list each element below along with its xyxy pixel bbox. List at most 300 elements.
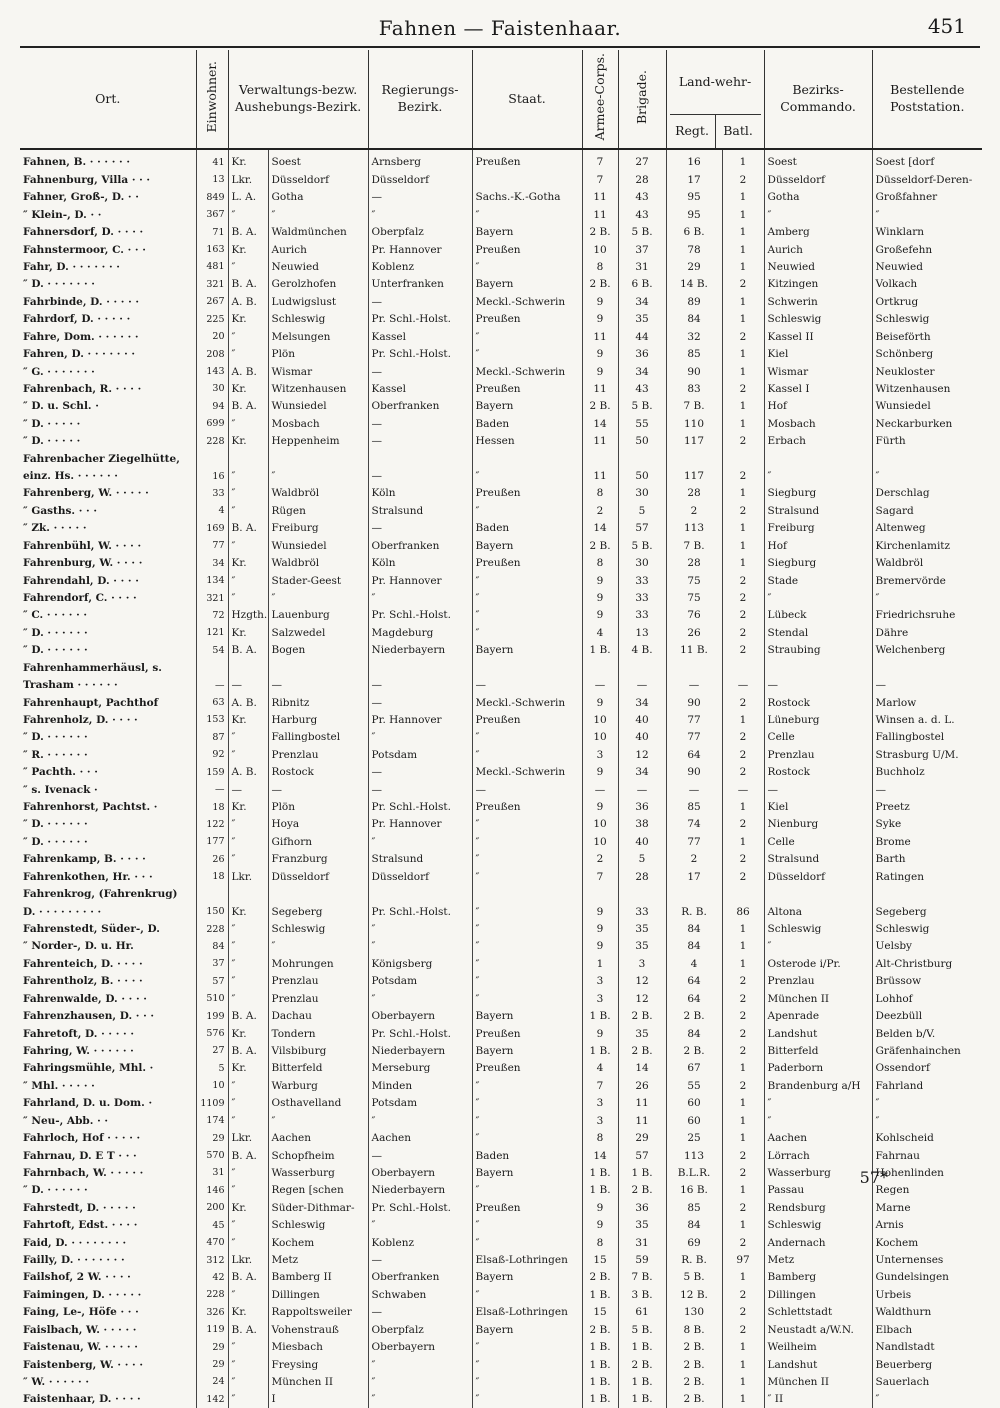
cell-post: Sagard xyxy=(875,504,914,517)
table-row xyxy=(20,921,982,938)
cell-verwaltung: Prenzlau xyxy=(268,973,368,990)
table-row xyxy=(20,380,982,397)
cell-einwohner: 42 xyxy=(196,1269,228,1286)
cell-batl: 2 xyxy=(722,1304,764,1321)
cell-staat: ″ xyxy=(472,468,582,485)
cell-batl: 1 xyxy=(722,520,764,537)
cell-post: Brome xyxy=(875,835,911,848)
cell-corps: 9 xyxy=(582,363,618,380)
cell-einwohner: 84 xyxy=(196,938,228,955)
cell-ort: ″ Mhl. · · · · · xyxy=(20,1077,196,1094)
table-row xyxy=(20,1077,982,1094)
cell-corps: 7 xyxy=(582,868,618,885)
cell-verwaltung: Aurich xyxy=(268,241,368,258)
cell-einwohner: — xyxy=(196,781,228,798)
cell-einwohner: 34 xyxy=(196,555,228,572)
cell-brigade: 57 xyxy=(618,1147,666,1164)
cell-brigade: 40 xyxy=(618,712,666,729)
cell-post: Beiseförth xyxy=(875,330,931,343)
cell-regierung: Oberbayern xyxy=(368,1339,472,1356)
cell-brigade: 30 xyxy=(618,555,666,572)
cell-batl: 1 xyxy=(722,799,764,816)
cell-ort: Fahrenwalde, D. · · · · xyxy=(20,990,196,1007)
cell-verwaltung: Heppenheim xyxy=(268,433,368,450)
cell-einwohner: 159 xyxy=(196,764,228,781)
cell-bezirks: Lörrach xyxy=(764,1147,872,1164)
cell-verwaltung: Regen [schen xyxy=(268,1182,368,1199)
cell-abbrev: ″ xyxy=(228,572,268,589)
cell-staat xyxy=(472,171,582,188)
table-row xyxy=(20,677,982,694)
cell-batl: 2 xyxy=(722,1025,764,1042)
cell-corps: 1 B. xyxy=(582,1339,618,1356)
cell-bezirks: Prenzlau xyxy=(764,746,872,763)
cell-corps: 2 B. xyxy=(582,276,618,293)
cell-einwohner: 228 xyxy=(196,433,228,450)
cell-abbrev: ″ xyxy=(228,973,268,990)
cell-regt: 2 B. xyxy=(666,1339,722,1356)
cell-bezirks: Siegburg xyxy=(764,555,872,572)
cell-brigade: 34 xyxy=(618,293,666,310)
table-row xyxy=(20,886,982,903)
cell-brigade: 5 B. xyxy=(618,537,666,554)
cell-ort: Fahr, D. · · · · · · · xyxy=(20,259,196,276)
cell-bezirks: Gotha xyxy=(764,189,872,206)
cell-post: ″ xyxy=(875,208,880,221)
cell-regt: 17 xyxy=(666,868,722,885)
cell-batl: 1 xyxy=(722,1391,764,1408)
cell-regierung: Pr. Schl.-Holst. xyxy=(368,1199,472,1216)
cell-batl: 1 xyxy=(722,1095,764,1112)
cell-corps: 9 xyxy=(582,694,618,711)
col-header-regierung: Regierungs-Bezirk. xyxy=(368,50,472,149)
cell-batl: 1 xyxy=(722,712,764,729)
cell-regt: 84 xyxy=(666,311,722,328)
cell-regierung: ″ xyxy=(368,1356,472,1373)
cell-post: Volkach xyxy=(875,278,918,291)
cell-regt: R. B. xyxy=(666,903,722,920)
cell-bezirks: Paderborn xyxy=(764,1060,872,1077)
cell-staat: ″ xyxy=(472,921,582,938)
cell-abbrev: Kr. xyxy=(228,149,268,171)
cell-bezirks: Mosbach xyxy=(764,415,872,432)
cell-brigade: 35 xyxy=(618,921,666,938)
cell-verwaltung: Schopfheim xyxy=(268,1147,368,1164)
cell-post: Elbach xyxy=(875,1323,913,1336)
cell-ort: Fahrenzhausen, D. · · · xyxy=(20,1008,196,1025)
cell-post: Marlow xyxy=(875,696,917,709)
cell-regt: 117 xyxy=(666,433,722,450)
cell-corps: 2 B. xyxy=(582,224,618,241)
cell-bezirks: Rostock xyxy=(764,764,872,781)
cell-abbrev: ″ xyxy=(228,415,268,432)
cell-bezirks: Kassel II xyxy=(764,328,872,345)
col-header-einwohner-label: Einwohner. xyxy=(203,60,219,133)
cell-batl: 2 xyxy=(722,642,764,659)
cell-post: Segeberg xyxy=(875,905,927,918)
table-row xyxy=(20,607,982,624)
cell-regt: 29 xyxy=(666,259,722,276)
cell-corps: 2 B. xyxy=(582,1269,618,1286)
cell-brigade: 43 xyxy=(618,380,666,397)
cell-corps: 8 xyxy=(582,259,618,276)
cell-regierung: Minden xyxy=(368,1077,472,1094)
cell-einwohner: 45 xyxy=(196,1217,228,1234)
cell-staat: Preußen xyxy=(472,485,582,502)
cell-einwohner: 174 xyxy=(196,1112,228,1129)
cell-regierung: — xyxy=(368,764,472,781)
cell-einwohner: 481 xyxy=(196,259,228,276)
cell-einwohner: 510 xyxy=(196,990,228,1007)
cell-bezirks: ″ xyxy=(764,1095,872,1112)
table-row xyxy=(20,189,982,206)
cell-ort: Fahrenbühl, W. · · · · xyxy=(20,537,196,554)
cell-staat: Bayern xyxy=(472,1008,582,1025)
cell-verwaltung: Wunsiedel xyxy=(268,537,368,554)
cell-bezirks: Passau xyxy=(764,1182,872,1199)
cell-verwaltung: Plön xyxy=(268,346,368,363)
cell-einwohner: 228 xyxy=(196,1286,228,1303)
cell-bezirks: Wismar xyxy=(764,363,872,380)
cell-regt: 90 xyxy=(666,694,722,711)
cell-corps xyxy=(582,886,618,903)
cell-regt: 2 B. xyxy=(666,1008,722,1025)
cell-batl: 1 xyxy=(722,415,764,432)
cell-ort: ″ D. · · · · · · · xyxy=(20,276,196,293)
cell-regierung: Niederbayern xyxy=(368,1182,472,1199)
cell-corps: 9 xyxy=(582,1199,618,1216)
cell-staat: Preußen xyxy=(472,555,582,572)
cell-einwohner: 41 xyxy=(196,149,228,171)
cell-brigade: 27 xyxy=(618,149,666,171)
cell-batl: 1 xyxy=(722,537,764,554)
cell-batl xyxy=(722,886,764,903)
cell-regierung: Düsseldorf xyxy=(368,868,472,885)
cell-batl: 2 xyxy=(722,433,764,450)
cell-brigade: 4 B. xyxy=(618,642,666,659)
cell-einwohner: 33 xyxy=(196,485,228,502)
table-row xyxy=(20,311,982,328)
cell-corps: 9 xyxy=(582,764,618,781)
cell-regt: 2 B. xyxy=(666,1374,722,1391)
cell-regierung: Koblenz xyxy=(368,1234,472,1251)
cell-verwaltung: Franzburg xyxy=(268,851,368,868)
cell-post: Großfahner xyxy=(875,191,938,204)
cell-staat: Bayern xyxy=(472,1269,582,1286)
cell-verwaltung: Ludwigslust xyxy=(268,293,368,310)
cell-abbrev: Kr. xyxy=(228,311,268,328)
cell-staat: ″ xyxy=(472,607,582,624)
cell-einwohner: 31 xyxy=(196,1164,228,1181)
cell-post: Uelsby xyxy=(875,940,912,953)
cell-regierung: Oberfranken xyxy=(368,398,472,415)
cell-verwaltung: Schleswig xyxy=(268,921,368,938)
cell-einwohner: 169 xyxy=(196,520,228,537)
cell-staat: ″ xyxy=(472,1182,582,1199)
cell-ort: Fahnstermoor, C. · · · xyxy=(20,241,196,258)
cell-corps: 9 xyxy=(582,799,618,816)
cell-regt: B.L.R. xyxy=(666,1164,722,1181)
cell-post: Alt-Christburg xyxy=(875,957,953,970)
cell-regt: 16 xyxy=(666,149,722,171)
cell-verwaltung: Vilsbiburg xyxy=(268,1043,368,1060)
cell-ort: Fahrenkrog, (Fahrenkrug) xyxy=(20,886,196,903)
cell-bezirks: ″ xyxy=(764,938,872,955)
cell-brigade xyxy=(618,450,666,467)
cell-bezirks: Landshut xyxy=(764,1025,872,1042)
cell-corps: 1 B. xyxy=(582,1356,618,1373)
cell-post: Syke xyxy=(875,818,902,831)
cell-brigade: 2 B. xyxy=(618,1182,666,1199)
cell-bezirks: Nienburg xyxy=(764,816,872,833)
cell-staat: ″ xyxy=(472,590,582,607)
cell-brigade: 13 xyxy=(618,624,666,641)
cell-ort: Fahrendahl, D. · · · · xyxy=(20,572,196,589)
cell-brigade: 35 xyxy=(618,1025,666,1042)
table-row xyxy=(20,1025,982,1042)
table-row xyxy=(20,276,982,293)
cell-ort: Faing, Le-, Höfe · · · xyxy=(20,1304,196,1321)
cell-einwohner: 29 xyxy=(196,1356,228,1373)
cell-staat: Bayern xyxy=(472,642,582,659)
cell-staat: Bayern xyxy=(472,276,582,293)
cell-ort: Fahrdorf, D. · · · · · xyxy=(20,311,196,328)
cell-einwohner: 27 xyxy=(196,1043,228,1060)
cell-einwohner: 134 xyxy=(196,572,228,589)
cell-einwohner: 122 xyxy=(196,816,228,833)
cell-corps: 9 xyxy=(582,311,618,328)
cell-ort: Fahnenburg, Villa · · · xyxy=(20,171,196,188)
cell-bezirks: Kiel xyxy=(764,346,872,363)
cell-abbrev: ″ xyxy=(228,921,268,938)
cell-corps: 10 xyxy=(582,241,618,258)
cell-regierung: Oberpfalz xyxy=(368,1321,472,1338)
cell-einwohner: 321 xyxy=(196,276,228,293)
cell-ort: Fahrentholz, B. · · · · xyxy=(20,973,196,990)
cell-batl: 1 xyxy=(722,1339,764,1356)
cell-corps: 11 xyxy=(582,468,618,485)
cell-bezirks: Soest xyxy=(764,149,872,171)
cell-einwohner: 208 xyxy=(196,346,228,363)
cell-brigade: 61 xyxy=(618,1304,666,1321)
cell-brigade: 3 xyxy=(618,955,666,972)
cell-brigade: 34 xyxy=(618,363,666,380)
cell-regierung: Stralsund xyxy=(368,851,472,868)
table-row xyxy=(20,1217,982,1234)
cell-staat: ″ xyxy=(472,624,582,641)
gazetteer-rows xyxy=(20,149,982,1408)
cell-regierung: Oberbayern xyxy=(368,1164,472,1181)
col-header-corps-label: Armee-Corps. xyxy=(591,52,607,141)
cell-post: Neuwied xyxy=(875,260,923,273)
cell-batl: 1 xyxy=(722,293,764,310)
cell-abbrev: B. A. xyxy=(228,520,268,537)
cell-staat: ″ xyxy=(472,729,582,746)
cell-staat: Preußen xyxy=(472,1060,582,1077)
cell-ort: Fahrnbach, W. · · · · · xyxy=(20,1164,196,1181)
cell-batl: — xyxy=(722,677,764,694)
cell-post: Preetz xyxy=(875,801,910,814)
cell-bezirks: ″ xyxy=(764,590,872,607)
cell-verwaltung: — xyxy=(268,677,368,694)
cell-einwohner: 5 xyxy=(196,1060,228,1077)
cell-einwohner: 199 xyxy=(196,1008,228,1025)
cell-ort: Fahren, D. · · · · · · · xyxy=(20,346,196,363)
cell-bezirks: Freiburg xyxy=(764,520,872,537)
cell-corps: 1 B. xyxy=(582,1374,618,1391)
table-row xyxy=(20,1164,982,1181)
col-header-ort: Ort. xyxy=(20,50,196,149)
cell-regierung: Kassel xyxy=(368,328,472,345)
cell-abbrev: B. A. xyxy=(228,224,268,241)
col-header-regt: Regt. xyxy=(670,115,716,148)
cell-bezirks xyxy=(764,450,872,467)
cell-staat xyxy=(472,450,582,467)
cell-abbrev: A. B. xyxy=(228,764,268,781)
cell-abbrev: ″ xyxy=(228,1217,268,1234)
cell-bezirks: Dillingen xyxy=(764,1286,872,1303)
cell-regierung: Stralsund xyxy=(368,502,472,519)
cell-regt: 64 xyxy=(666,746,722,763)
cell-ort: ″ D. · · · · · · xyxy=(20,729,196,746)
cell-post: ″ xyxy=(875,1393,880,1406)
cell-batl: 1 xyxy=(722,485,764,502)
cell-einwohner: 37 xyxy=(196,955,228,972)
cell-batl: 1 xyxy=(722,1356,764,1373)
cell-staat: ″ xyxy=(472,955,582,972)
cell-verwaltung: Dillingen xyxy=(268,1286,368,1303)
cell-brigade: 6 B. xyxy=(618,276,666,293)
cell-brigade: 14 xyxy=(618,1060,666,1077)
cell-abbrev: ″ xyxy=(228,1356,268,1373)
cell-verwaltung xyxy=(268,450,368,467)
table-row xyxy=(20,1199,982,1216)
cell-abbrev: Lkr. xyxy=(228,868,268,885)
cell-einwohner: 150 xyxy=(196,903,228,920)
cell-brigade: 35 xyxy=(618,1217,666,1234)
cell-abbrev xyxy=(228,450,268,467)
cell-ort: ″ Zk. · · · · · xyxy=(20,520,196,537)
cell-post: ″ xyxy=(875,1114,880,1127)
cell-post: ″ xyxy=(875,592,880,604)
cell-abbrev: ″ xyxy=(228,206,268,223)
cell-regierung: — xyxy=(368,468,472,485)
cell-verwaltung: Wunsiedel xyxy=(268,398,368,415)
cell-regt: 12 B. xyxy=(666,1286,722,1303)
cell-staat: ″ xyxy=(472,833,582,850)
table-row xyxy=(20,851,982,868)
cell-einwohner: 153 xyxy=(196,712,228,729)
cell-verwaltung: Süder-Dithmar- xyxy=(268,1199,368,1216)
cell-post: Ratingen xyxy=(875,870,924,883)
col-header-landwehr xyxy=(666,50,764,149)
cell-abbrev: B. A. xyxy=(228,276,268,293)
cell-verwaltung: Bitterfeld xyxy=(268,1060,368,1077)
cell-regt: 76 xyxy=(666,607,722,624)
cell-verwaltung: Soest xyxy=(268,149,368,171)
cell-ort: Failshof, 2 W. · · · · xyxy=(20,1269,196,1286)
cell-ort: ″ D. u. Schl. · xyxy=(20,398,196,415)
cell-bezirks: Bitterfeld xyxy=(764,1043,872,1060)
cell-brigade xyxy=(618,886,666,903)
cell-verwaltung: Melsungen xyxy=(268,328,368,345)
cell-ort: Fahrenholz, D. · · · · xyxy=(20,712,196,729)
cell-post: Buchholz xyxy=(875,766,925,779)
cell-post: ″ xyxy=(875,1097,880,1110)
table-row xyxy=(20,502,982,519)
table-row xyxy=(20,149,982,171)
table-row xyxy=(20,1147,982,1164)
page-header xyxy=(0,0,1000,48)
cell-einwohner: 26 xyxy=(196,851,228,868)
cell-staat: Preußen xyxy=(472,1199,582,1216)
cell-einwohner: 77 xyxy=(196,537,228,554)
cell-bezirks: München II xyxy=(764,1374,872,1391)
cell-post: Ortkrug xyxy=(875,295,919,308)
cell-regierung: Königsberg xyxy=(368,955,472,972)
cell-abbrev: A. B. xyxy=(228,363,268,380)
cell-bezirks: Kitzingen xyxy=(764,276,872,293)
table-row xyxy=(20,1130,982,1147)
cell-abbrev: ″ xyxy=(228,1164,268,1181)
cell-abbrev: Kr. xyxy=(228,799,268,816)
cell-batl: 1 xyxy=(722,1182,764,1199)
cell-staat: ″ xyxy=(472,1356,582,1373)
table-header-row xyxy=(20,50,982,149)
cell-verwaltung: Rostock xyxy=(268,764,368,781)
cell-corps: 2 xyxy=(582,851,618,868)
cell-abbrev: ″ xyxy=(228,468,268,485)
cell-einwohner: 72 xyxy=(196,607,228,624)
cell-regierung: ″ xyxy=(368,590,472,607)
table-row xyxy=(20,537,982,554)
cell-abbrev: Kr. xyxy=(228,433,268,450)
table-row xyxy=(20,712,982,729)
table-row xyxy=(20,694,982,711)
cell-abbrev: B. A. xyxy=(228,642,268,659)
cell-einwohner: 16 xyxy=(196,468,228,485)
cell-abbrev: B. A. xyxy=(228,1043,268,1060)
cell-regt: — xyxy=(666,677,722,694)
cell-post: Gundelsingen xyxy=(875,1271,949,1284)
cell-brigade: 34 xyxy=(618,764,666,781)
cell-staat: Bayern xyxy=(472,1043,582,1060)
cell-batl: 2 xyxy=(722,729,764,746)
cell-ort: Faistenberg, W. · · · · xyxy=(20,1356,196,1373)
cell-einwohner: 29 xyxy=(196,1339,228,1356)
cell-abbrev: ″ xyxy=(228,502,268,519)
cell-staat: ″ xyxy=(472,746,582,763)
cell-staat: ″ xyxy=(472,328,582,345)
cell-batl: 86 xyxy=(722,903,764,920)
cell-verwaltung: Witzenhausen xyxy=(268,380,368,397)
cell-corps: — xyxy=(582,781,618,798)
cell-regt: 7 B. xyxy=(666,537,722,554)
cell-regt: 2 B. xyxy=(666,1356,722,1373)
cell-regierung: Pr. Schl.-Holst. xyxy=(368,346,472,363)
cell-brigade: 31 xyxy=(618,259,666,276)
cell-staat: Bayern xyxy=(472,224,582,241)
cell-staat: ″ xyxy=(472,1374,582,1391)
cell-batl: 2 xyxy=(722,1077,764,1094)
cell-corps: 10 xyxy=(582,833,618,850)
cell-regierung: Oberfranken xyxy=(368,1269,472,1286)
cell-batl: 2 xyxy=(722,171,764,188)
cell-einwohner: 29 xyxy=(196,1130,228,1147)
cell-staat: Meckl.-Schwerin xyxy=(472,293,582,310)
cell-ort: ″ G. · · · · · · · xyxy=(20,363,196,380)
cell-post: Soest [dorf xyxy=(875,156,935,169)
